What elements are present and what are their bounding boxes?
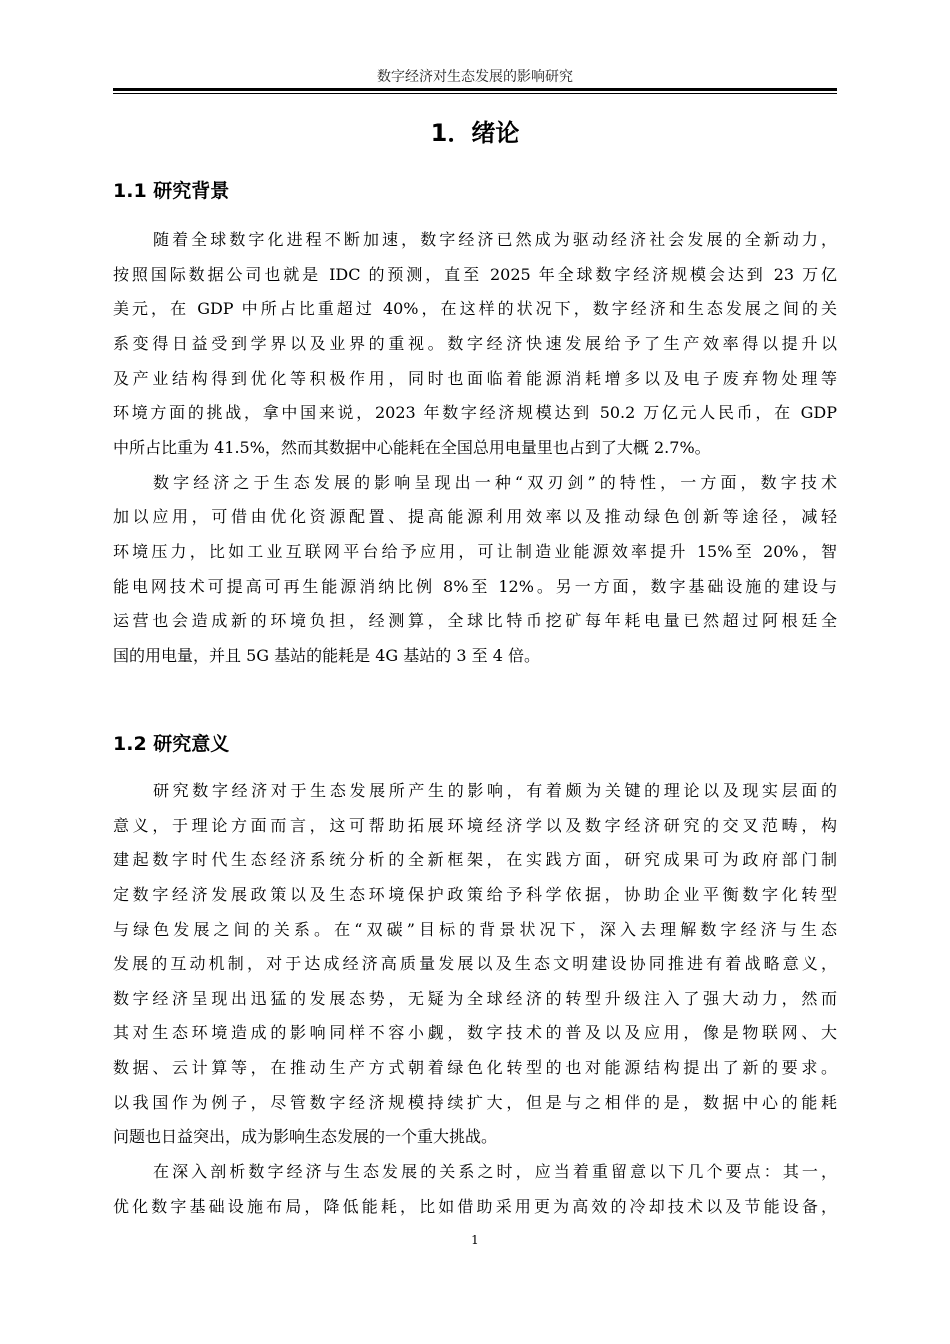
text-line: 其对生态环境造成的影响同样不容小觑，数字技术的普及以及应用，像是物联网、大 xyxy=(113,1023,837,1042)
text-line: 按照国际数据公司也就是 IDC 的预测，直至 2025 年全球数字经济规模会达到 23 万亿 xyxy=(113,265,837,284)
text-line: 发展的互动机制，对于达成经济高质量发展以及生态文明建设协同推进有着战略意义， xyxy=(113,954,837,973)
page-number: 1 xyxy=(471,1233,479,1247)
text-line: 数据、云计算等，在推动生产方式朝着绿色化转型的也对能源结构提出了新的要求。 xyxy=(113,1058,837,1077)
text-line: 国的用电量，并且 5G 基站的能耗是 4G 基站的 3 至 4 倍。 xyxy=(113,646,540,665)
text-line: 意义，于理论方面而言，这可帮助拓展环境经济学以及数字经济研究的交叉范畴，构 xyxy=(113,816,837,835)
header-rule-thin xyxy=(113,93,837,94)
text-line: 研究数字经济对于生态发展所产生的影响，有着颇为关键的理论以及现实层面的 xyxy=(153,781,837,800)
text-line: 运营也会造成新的环境负担，经测算，全球比特币挖矿每年耗电量已然超过阿根廷全 xyxy=(113,611,837,630)
text-line: 环境压力，比如工业互联网平台给予应用，可让制造业能源效率提升 15%至 20%，智 xyxy=(113,542,837,561)
section-heading-significance: 1.2 研究意义 xyxy=(113,733,230,755)
text-line: 建起数字时代生态经济系统分析的全新框架，在实践方面，研究成果可为政府部门制 xyxy=(113,850,837,869)
text-line: 定数字经济发展政策以及生态环境保护政策给予科学依据，协助企业平衡数字化转型 xyxy=(113,885,837,904)
text-line: 在深入剖析数字经济与生态发展的关系之时，应当着重留意以下几个要点：其一， xyxy=(153,1162,837,1181)
text-line: 数字经济之于生态发展的影响呈现出一种“双刃剑”的特性，一方面，数字技术 xyxy=(153,473,837,492)
text-line: 及产业结构得到优化等积极作用，同时也面临着能源消耗增多以及电子废弃物处理等 xyxy=(113,369,837,388)
text-line: 中所占比重为 41.5%，然而其数据中心能耗在全国总用电量里也占到了大概 2.7%。 xyxy=(113,438,711,457)
text-line: 数字经济呈现出迅猛的发展态势，无疑为全球经济的转型升级注入了强大动力，然而 xyxy=(113,989,837,1008)
text-line: 能电网技术可提高可再生能源消纳比例 8%至 12%。另一方面，数字基础设施的建设与 xyxy=(113,577,837,596)
section-heading-background: 1.1 研究背景 xyxy=(113,180,230,202)
text-line: 加以应用，可借由优化资源配置、提高能源利用效率以及推动绿色创新等途径，减轻 xyxy=(113,507,837,526)
text-line: 随着全球数字化进程不断加速，数字经济已然成为驱动经济社会发展的全新动力， xyxy=(153,230,837,249)
text-line: 优化数字基础设施布局，降低能耗，比如借助采用更为高效的冷却技术以及节能设备， xyxy=(113,1197,837,1216)
text-line: 美元，在 GDP 中所占比重超过 40%，在这样的状况下，数字经济和生态发展之间的关 xyxy=(113,299,837,318)
text-line: 问题也日益突出，成为影响生态发展的一个重大挑战。 xyxy=(113,1127,498,1146)
running-header-title: 数字经济对生态发展的影响研究 xyxy=(377,69,573,85)
chapter-title: 1．绪论 xyxy=(430,119,520,147)
header-rule-thick xyxy=(113,88,837,91)
text-line: 环境方面的挑战，拿中国来说，2023 年数字经济规模达到 50.2 万亿元人民币，在 GDP xyxy=(113,403,837,422)
text-line: 系变得日益受到学界以及业界的重视。数字经济快速发展给予了生产效率得以提升以 xyxy=(113,334,837,353)
text-line: 以我国作为例子，尽管数字经济规模持续扩大，但是与之相伴的是，数据中心的能耗 xyxy=(113,1093,837,1112)
text-line: 与绿色发展之间的关系。在“双碳”目标的背景状况下，深入去理解数字经济与生态 xyxy=(113,920,837,939)
